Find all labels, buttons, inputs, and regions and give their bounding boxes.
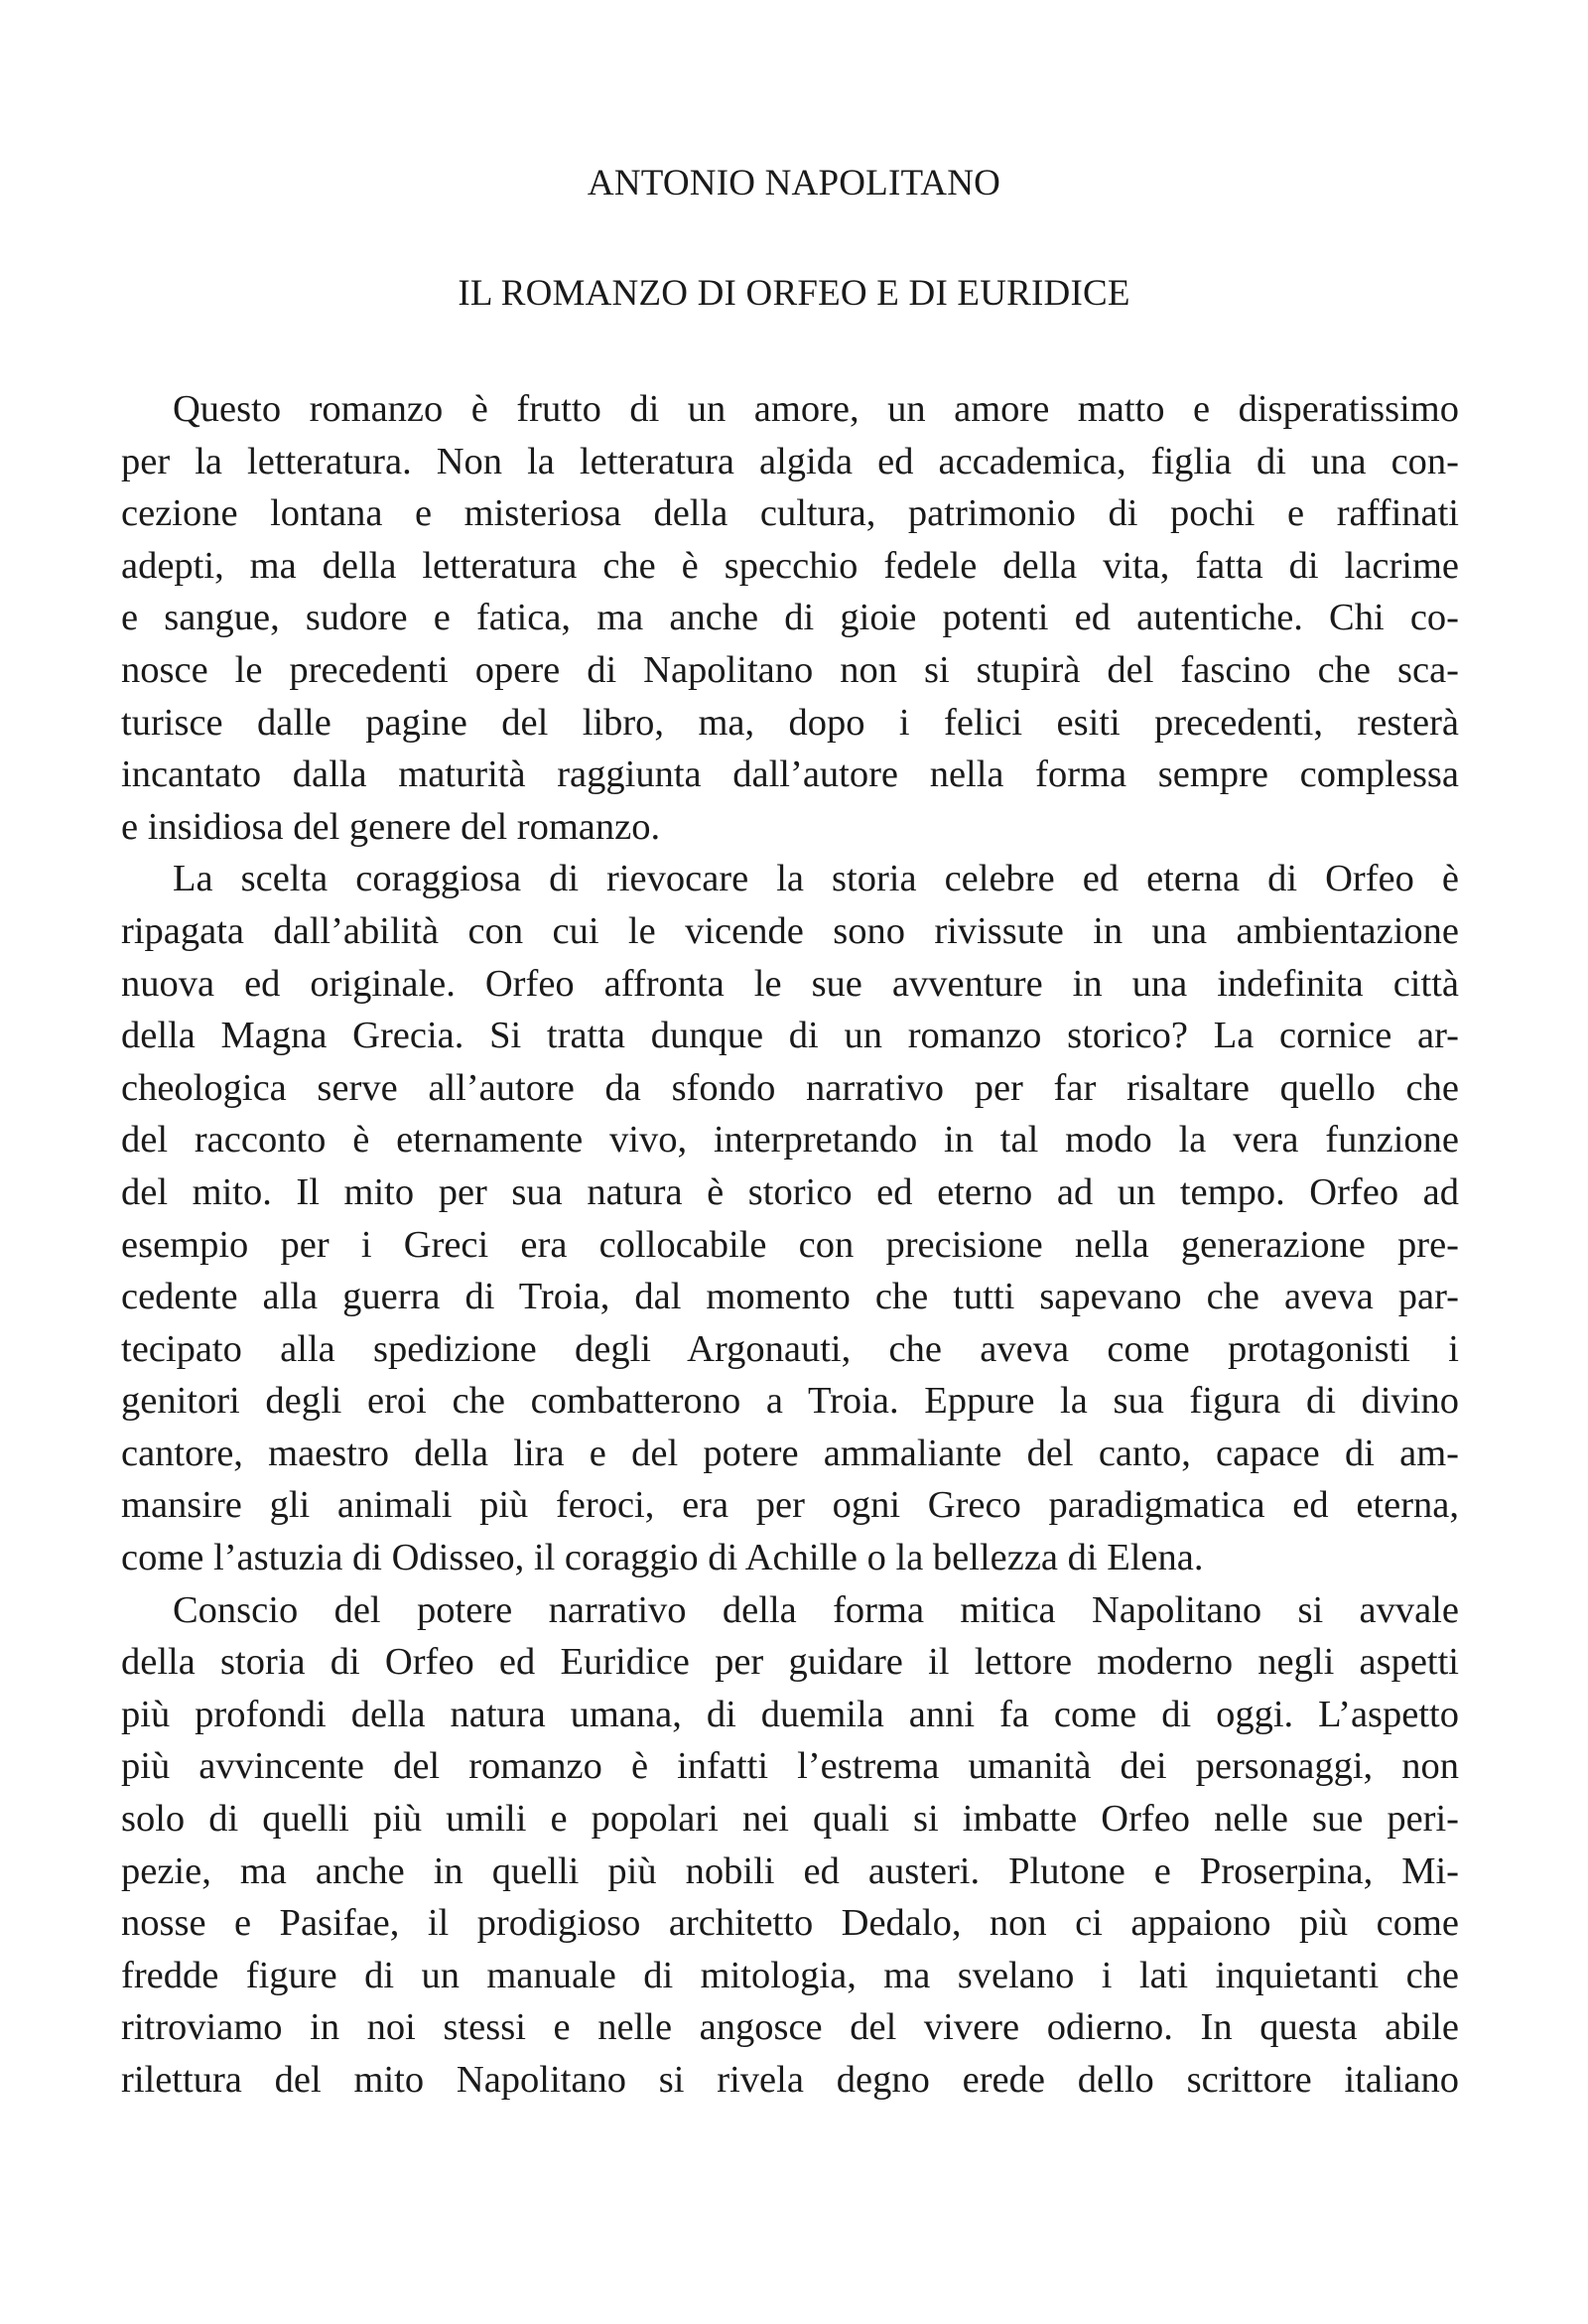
text-line: del racconto è eternamente vivo, interpretando in tal modo la vera funzione [121,1119,1459,1162]
text-line: La scelta coraggiosa di rievocare la storia celebre ed eterna di Orfeo è [173,858,1459,900]
text-line: Conscio del potere narrativo della forma mitica Napolitano si avvale [173,1588,1459,1631]
text-line: solo di quelli più umili e popolari nei quali si imbatte Orfeo nelle sue peri- [121,1798,1459,1841]
text-line: mansire gli animali più feroci, era per ogni Greco paradigmatica ed eterna, [121,1484,1459,1527]
text-line: cheologica serve all’autore da sfondo narrativo per far risaltare quello che [121,1066,1459,1109]
text-line: ritroviamo in noi stessi e nelle angosce del vivere odierno. In questa abile [121,2006,1459,2049]
text-line: nosse e Pasifae, il prodigioso architetto Dedalo, non ci appaiono più come [121,1902,1459,1945]
text-line: esempio per i Greci era collocabile con precisione nella generazione pre- [121,1223,1459,1266]
text-line: più profondi della natura umana, di duemila anni fa come di oggi. L’aspetto [121,1693,1459,1735]
text-line: pezie, ma anche in quelli più nobili ed austeri. Plutone e Proserpina, Mi- [121,1849,1459,1892]
text-line: nosce le precedenti opere di Napolitano non si stupirà del fascino che sca- [121,648,1459,691]
author-name: ANTONIO NAPOLITANO [587,163,1001,204]
text-line: per la letteratura. Non la letteratura algida ed accademica, figlia di una con- [121,440,1459,482]
text-line: cezione lontana e misteriosa della cultura, patrimonio di pochi e raffinati [121,492,1459,535]
text-line: genitori degli eroi che combatterono a Troia. Eppure la sua figura di divino [121,1380,1459,1423]
text-line: ripagata dall’abilità con cui le vicende sono rivissute in una ambientazione [121,909,1459,952]
text-line: rilettura del mito Napolitano si rivela degno erede dello scrittore italiano [121,2059,1459,2101]
text-line: più avvincente del romanzo è infatti l’estrema umanità dei personaggi, non [121,1745,1459,1788]
text-line: e sangue, sudore e fatica, ma anche di gioie potenti ed autentiche. Chi co- [121,597,1459,639]
text-line: e insidiosa del genere del romanzo. [121,805,661,848]
text-line: tecipato alla spedizione degli Argonauti, che aveva come protagonisti i [121,1327,1459,1370]
text-line: Questo romanzo è frutto di un amore, un amore matto e disperatissimo [173,388,1459,430]
paragraph-3 [121,1584,1459,2107]
text-line: del mito. Il mito per sua natura è storico ed eterno ad un tempo. Orfeo ad [121,1170,1459,1213]
text-line: nuova ed originale. Orfeo affronta le sue avventure in una indefinita città [121,962,1459,1005]
text-line: della storia di Orfeo ed Euridice per guidare il lettore moderno negli aspetti [121,1641,1459,1684]
paragraph-1 [121,383,1459,853]
paragraph-2 [121,853,1459,1583]
book-title: IL ROMANZO DI ORFEO E DI EURIDICE [458,273,1130,314]
body-text [121,383,1459,2107]
text-line: incantato dalla maturità raggiunta dall’autore nella forma sempre complessa [121,753,1459,796]
text-line: turisce dalle pagine del libro, ma, dopo i felici esiti precedenti, resterà [121,701,1459,744]
text-line: adepti, ma della letteratura che è specchio fedele della vita, fatta di lacrime [121,544,1459,587]
text-line: della Magna Grecia. Si tratta dunque di un romanzo storico? La cornice ar- [121,1015,1459,1057]
text-line: fredde figure di un manuale di mitologia, ma svelano i lati inquietanti che [121,1954,1459,1996]
text-line: cantore, maestro della lira e del potere ammaliante del canto, capace di am- [121,1432,1459,1474]
text-line: cedente alla guerra di Troia, dal momento che tutti sapevano che aveva par- [121,1276,1459,1318]
text-line: come l’astuzia di Odisseo, il coraggio di Achille o la bellezza di Elena. [121,1537,1204,1579]
